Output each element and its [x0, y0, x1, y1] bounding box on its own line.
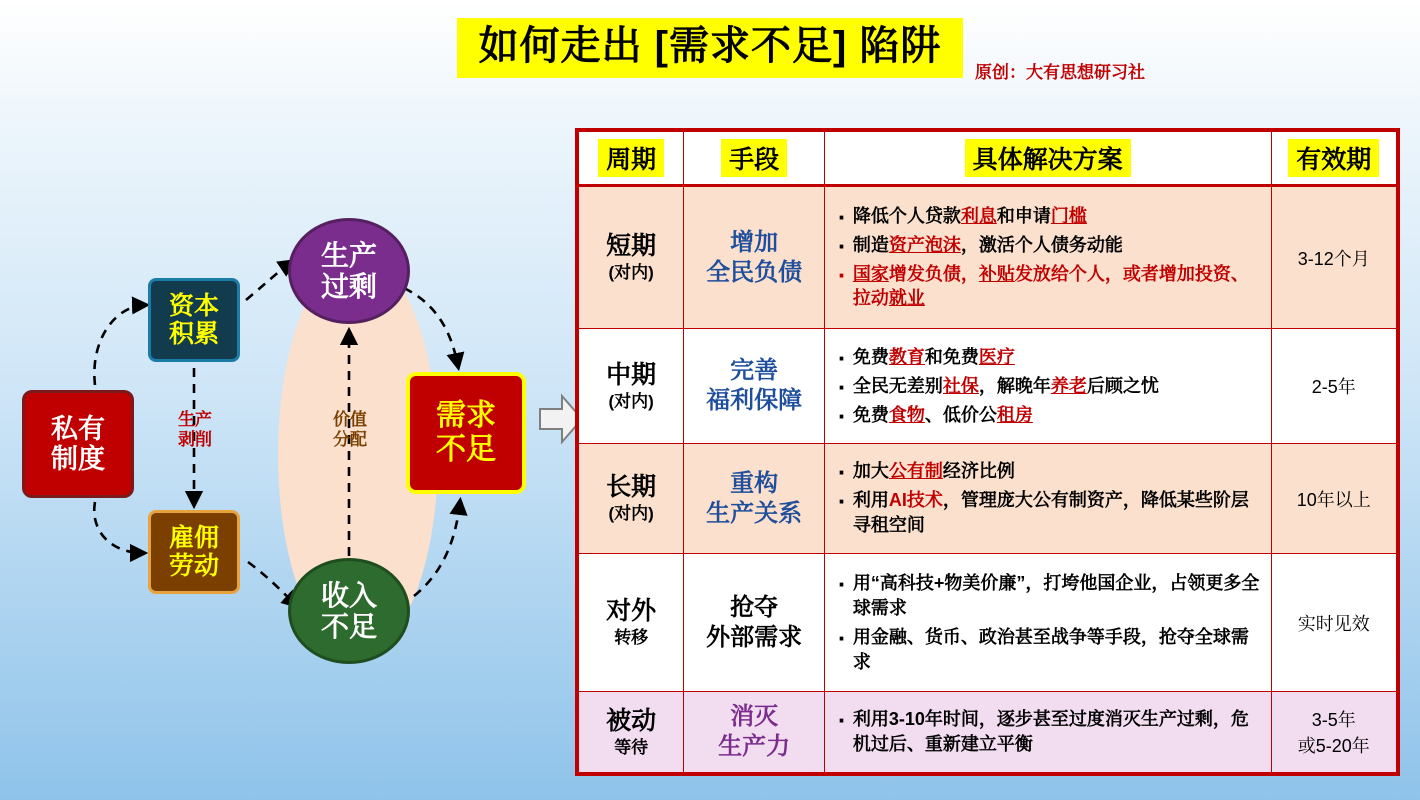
solution-text: 租房: [996, 404, 1033, 425]
label-value-distribution: 价值 分配: [333, 410, 367, 449]
cycle-main: 被动: [606, 706, 657, 735]
solution-text: 社保: [942, 375, 979, 396]
solution-text: ，管理庞大公有制资产，降低某些阶层寻租空间: [852, 490, 1249, 536]
node-wage-labor-line2: 劳动: [168, 552, 219, 580]
byline: 原创：大有思想研习社: [975, 63, 1145, 82]
cycle-diagram: [0, 110, 560, 790]
node-capital-accumulation: [148, 278, 240, 362]
solution-text: 就业: [888, 288, 925, 309]
solution-item: [833, 571, 1263, 621]
solution-item: [833, 262, 1263, 312]
node-demand-shortage-line1: 需求: [436, 399, 496, 433]
solution-text: 后顾之忧: [1086, 375, 1159, 396]
solution-item: [833, 403, 1263, 428]
table-row: [579, 554, 1397, 692]
cell-solution: [824, 692, 1271, 773]
cycle-main: 长期: [606, 473, 657, 502]
table-body: [579, 186, 1397, 773]
cell-term: 3-12个月: [1271, 186, 1397, 329]
cell-cycle: [579, 329, 684, 444]
node-capital-accumulation-line1: 资本: [168, 292, 219, 320]
solution-text: 和免费: [924, 346, 979, 367]
cycle-sub: (对内): [608, 504, 654, 524]
header-cycle: 周期: [579, 132, 684, 186]
solution-text: 医疗: [978, 346, 1015, 367]
node-wage-labor: [148, 510, 240, 594]
solution-text: 国家: [852, 263, 889, 284]
table-row: [579, 186, 1397, 329]
cell-term: 实时见效: [1271, 554, 1397, 692]
solution-text: 用金融、货币、政治甚至战争等手段，抢夺全球需求: [852, 626, 1249, 672]
solution-text: 利用: [852, 490, 889, 511]
node-private-system: [22, 390, 134, 498]
table-row: [579, 692, 1397, 773]
solution-item: [833, 233, 1263, 258]
cell-means: 重构 生产关系: [684, 444, 825, 554]
cell-cycle: [579, 186, 684, 329]
solution-item: [833, 707, 1263, 757]
solution-text: 补贴: [978, 263, 1015, 284]
solution-text: AI技术: [888, 490, 943, 511]
cell-solution: [824, 329, 1271, 444]
cell-means: 增加 全民负债: [684, 186, 825, 329]
page-title: 如何走出 [需求不足] 陷阱: [457, 18, 964, 78]
solution-item: [833, 459, 1263, 484]
table-header-row: [579, 132, 1397, 186]
solution-text: 养老: [1050, 375, 1087, 396]
node-demand-shortage-line2: 不足: [436, 433, 496, 466]
solution-item: [833, 488, 1263, 538]
solution-text: 、低价公: [924, 404, 997, 425]
node-wage-labor-line1: 雇佣: [168, 524, 219, 552]
solution-item: [833, 345, 1263, 370]
solution-text: 降低个人贷款: [852, 206, 961, 226]
solution-text: ，解晚年: [978, 375, 1051, 396]
solution-text: 和申请: [996, 206, 1051, 226]
solution-text: 门槛: [1050, 206, 1087, 226]
solution-text: 全民无差别: [852, 375, 943, 396]
node-overproduction-line1: 生产: [320, 239, 377, 271]
cell-means: 消灭 生产力: [684, 692, 825, 773]
node-private-system-line2: 制度: [51, 444, 105, 474]
node-income-shortage-line1: 收入: [320, 579, 377, 611]
table-row: [579, 329, 1397, 444]
cell-means: 完善 福利保障: [684, 329, 825, 444]
header-means: 手段: [684, 132, 825, 186]
node-overproduction-line2: 过剩: [320, 271, 377, 302]
solution-text: 食物: [888, 404, 925, 425]
solution-text: ，激活个人债务动能: [960, 234, 1123, 255]
cycle-sub: 转移: [614, 628, 649, 648]
solution-text: 发放给个人，或者增加投资、拉动: [852, 263, 1249, 309]
solution-text: 免费: [852, 346, 889, 367]
node-income-shortage-line2: 不足: [320, 611, 377, 642]
cell-term: 2-5年: [1271, 329, 1397, 444]
solution-item: [833, 374, 1263, 399]
node-capital-accumulation-line2: 积累: [168, 320, 219, 348]
node-income-shortage: [288, 558, 410, 664]
solution-item: [833, 204, 1263, 229]
cycle-main: 对外: [606, 597, 657, 626]
solution-text: 利用3-10年时间，逐步甚至过度消灭生产过剩，危机过后、重新建立平衡: [852, 709, 1249, 755]
cell-solution: [824, 444, 1271, 554]
cell-solution: [824, 186, 1271, 329]
solutions-table: [575, 128, 1400, 776]
header-solution: 具体解决方案: [824, 132, 1271, 186]
cell-solution: [824, 554, 1271, 692]
header-term: 有效期: [1271, 132, 1397, 186]
cell-term: 10年以上: [1271, 444, 1397, 554]
cell-means: 抢夺 外部需求: [684, 554, 825, 692]
table-row: [579, 444, 1397, 554]
node-overproduction: [288, 218, 410, 324]
solution-text: 制造: [852, 234, 889, 255]
solution-text: 资产泡沫: [888, 234, 961, 255]
cell-cycle: [579, 444, 684, 554]
solution-text: 公有制: [888, 461, 943, 482]
cycle-sub: (对内): [608, 391, 654, 411]
cell-cycle: [579, 692, 684, 773]
solution-text: 用“高科技+物美价廉”，打垮他国企业，占领更多全球需求: [852, 573, 1260, 618]
node-private-system-line1: 私有: [51, 413, 105, 444]
cell-term: 3-5年 或5-20年: [1271, 692, 1397, 773]
node-demand-shortage: [406, 372, 526, 494]
solution-text: 经济比例: [942, 461, 1015, 482]
cycle-sub: 等待: [614, 737, 649, 757]
cycle-main: 短期: [606, 232, 657, 261]
cell-cycle: [579, 554, 684, 692]
cycle-sub: (对内): [608, 263, 654, 283]
solution-item: [833, 625, 1263, 675]
solution-text: 免费: [852, 404, 889, 425]
solution-text: 教育: [888, 346, 925, 367]
title-bar: [0, 18, 1420, 78]
solution-text: 加大: [852, 461, 889, 482]
cycle-main: 中期: [606, 360, 657, 389]
label-exploitation: 生产 剥削: [178, 410, 212, 449]
solution-text: 增发负债，: [888, 263, 979, 284]
solution-text: 利息: [960, 206, 997, 226]
